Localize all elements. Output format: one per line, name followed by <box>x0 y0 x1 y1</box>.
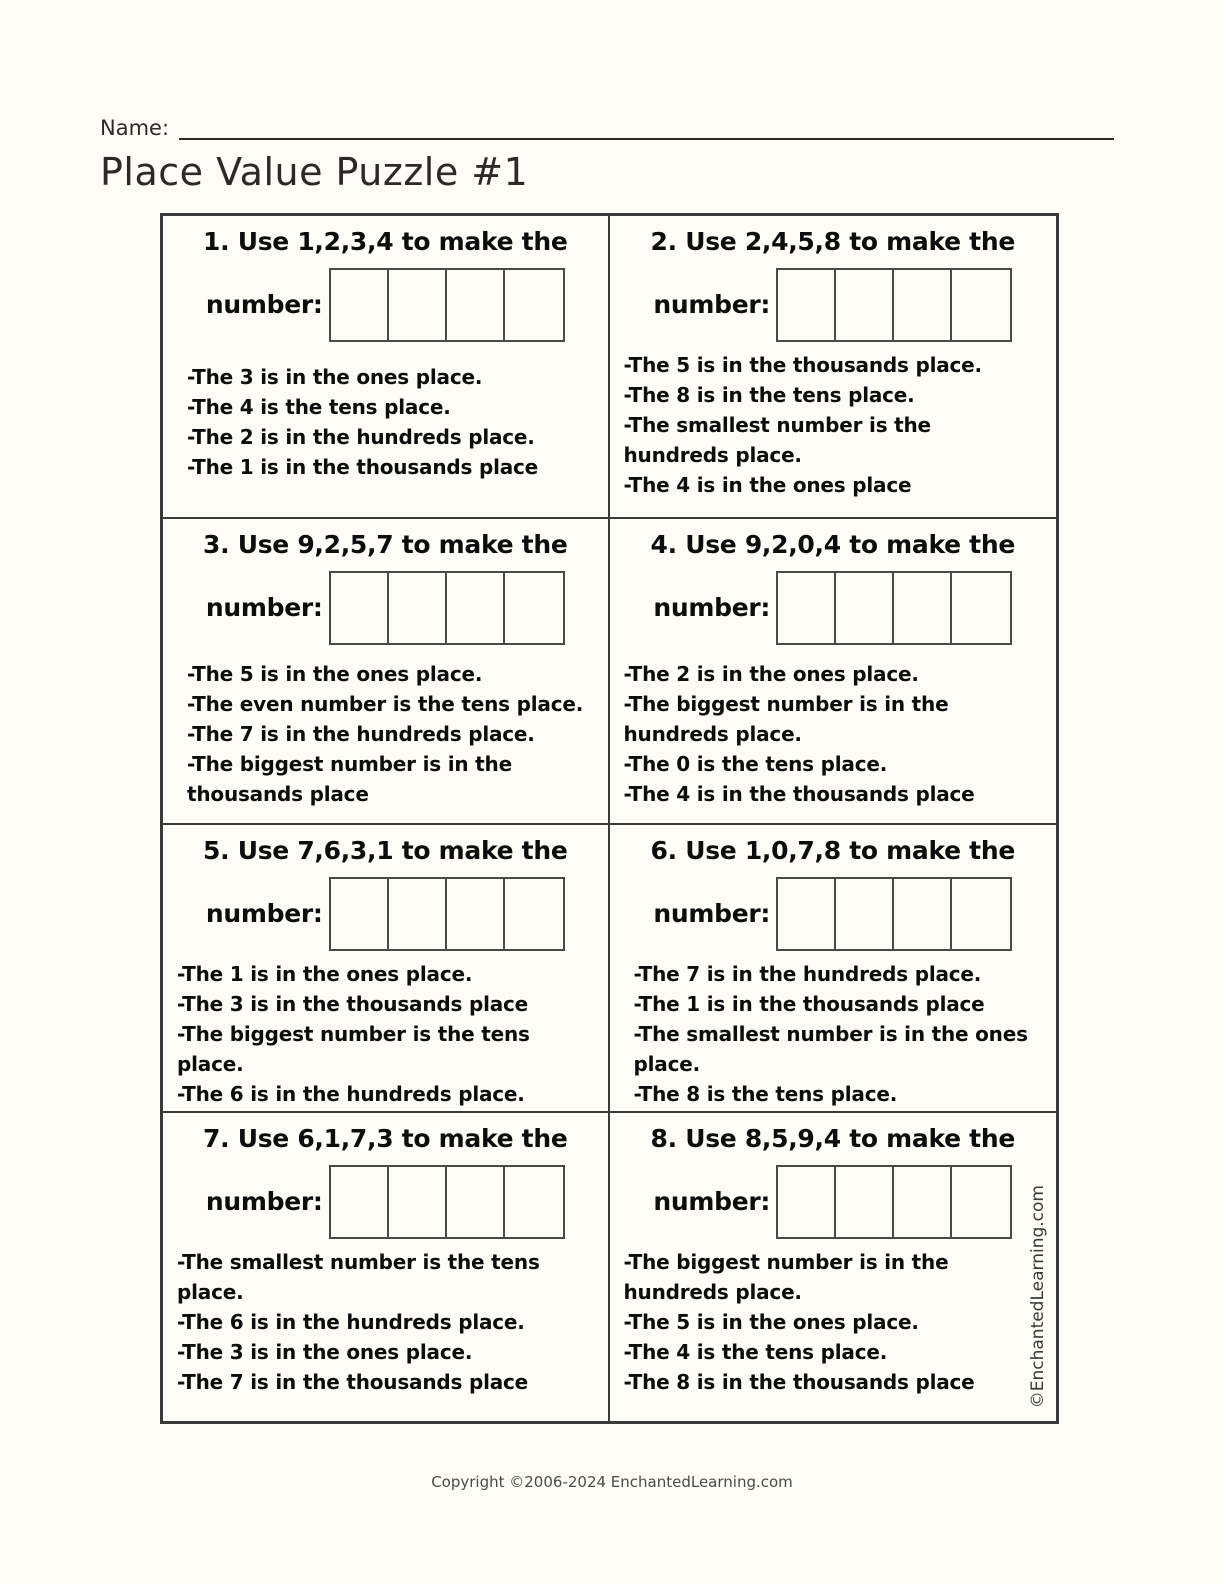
number-label: number: <box>653 593 771 622</box>
answer-boxes <box>776 1165 1012 1239</box>
clue-item: -The 3 is in the thousands place <box>177 992 529 1016</box>
clue-list <box>624 659 1043 809</box>
answer-box-ones[interactable] <box>952 1167 1010 1237</box>
answer-box-hundreds[interactable] <box>836 1167 894 1237</box>
answer-entry-row <box>177 268 594 342</box>
clue-item: -The 4 is the tens place. <box>623 1340 888 1364</box>
puzzle-cell-5 <box>163 825 610 1113</box>
answer-box-ones[interactable] <box>505 270 563 340</box>
puzzle-cell-4 <box>610 519 1057 825</box>
clue-list <box>177 362 594 482</box>
clue-item: -The smallest number is the hundreds place. <box>623 413 931 467</box>
number-label: number: <box>653 290 771 319</box>
answer-box-thousands[interactable] <box>778 270 836 340</box>
answer-box-hundreds[interactable] <box>836 270 894 340</box>
clue-list <box>624 1247 1043 1397</box>
clue-item: -The 2 is in the hundreds place. <box>187 425 535 449</box>
clue-item: -The biggest number is in the hundreds place. <box>623 692 949 746</box>
answer-box-thousands[interactable] <box>331 1167 389 1237</box>
puzzle-cell-6 <box>610 825 1057 1113</box>
page-title: Place Value Puzzle #1 <box>100 150 529 194</box>
answer-box-tens[interactable] <box>447 879 505 949</box>
clue-list <box>624 350 1043 500</box>
answer-entry-row <box>177 1165 594 1239</box>
number-label: number: <box>205 593 323 622</box>
answer-boxes <box>776 877 1012 951</box>
clue-list <box>177 659 594 809</box>
puzzle-prompt: 4. Use 9,2,0,4 to make the <box>650 530 1015 559</box>
clue-item: -The biggest number is the tens place. <box>177 1022 530 1076</box>
answer-box-thousands[interactable] <box>778 1167 836 1237</box>
clue-item: -The 6 is in the hundreds place. <box>177 1082 525 1106</box>
answer-box-tens[interactable] <box>894 573 952 643</box>
puzzle-prompt: 6. Use 1,0,7,8 to make the <box>650 836 1015 865</box>
name-write-in-line[interactable] <box>179 114 1114 140</box>
name-label: Name: <box>100 116 170 140</box>
answer-box-tens[interactable] <box>894 1167 952 1237</box>
puzzle-prompt: 5. Use 7,6,3,1 to make the <box>203 836 568 865</box>
puzzle-prompt: 3. Use 9,2,5,7 to make the <box>203 530 568 559</box>
answer-box-hundreds[interactable] <box>836 879 894 949</box>
side-copyright-watermark: ©EnchantedLearning.com <box>1028 1185 1048 1409</box>
answer-box-tens[interactable] <box>894 879 952 949</box>
puzzle-prompt: 2. Use 2,4,5,8 to make the <box>650 227 1015 256</box>
answer-box-hundreds[interactable] <box>389 270 447 340</box>
puzzle-cell-7 <box>163 1113 610 1421</box>
clue-item: -The 1 is in the thousands place <box>187 455 539 479</box>
clue-item: -The 7 is in the thousands place <box>177 1370 529 1394</box>
answer-box-ones[interactable] <box>952 879 1010 949</box>
clue-item: -The 4 is in the ones place <box>623 473 912 497</box>
clue-list <box>624 959 1043 1109</box>
answer-entry-row <box>177 877 594 951</box>
answer-box-ones[interactable] <box>505 879 563 949</box>
answer-box-thousands[interactable] <box>331 879 389 949</box>
footer-copyright: Copyright ©2006-2024 EnchantedLearning.com <box>431 1473 793 1491</box>
answer-entry-row <box>624 571 1043 645</box>
clue-item: -The smallest number is in the ones place. <box>633 1022 1028 1076</box>
answer-box-tens[interactable] <box>447 1167 505 1237</box>
clue-item: -The 5 is in the thousands place. <box>623 353 982 377</box>
clue-item: -The 5 is in the ones place. <box>623 1310 919 1334</box>
clue-list <box>177 1247 594 1397</box>
clue-item: -The even number is the tens place. <box>187 692 584 716</box>
answer-box-tens[interactable] <box>894 270 952 340</box>
number-label: number: <box>653 1187 771 1216</box>
clue-item: -The 0 is the tens place. <box>623 752 888 776</box>
answer-box-hundreds[interactable] <box>836 573 894 643</box>
clue-item: -The biggest number is in the thousands place <box>187 752 512 806</box>
clue-item: -The 5 is in the ones place. <box>187 662 483 686</box>
answer-box-ones[interactable] <box>505 573 563 643</box>
clue-item: -The 7 is in the hundreds place. <box>187 722 535 746</box>
answer-box-thousands[interactable] <box>778 879 836 949</box>
puzzle-grid <box>160 213 1059 1424</box>
puzzle-prompt: 1. Use 1,2,3,4 to make the <box>203 227 568 256</box>
answer-box-tens[interactable] <box>447 573 505 643</box>
clue-item: -The 2 is in the ones place. <box>623 662 919 686</box>
answer-boxes <box>776 268 1012 342</box>
answer-entry-row <box>177 571 594 645</box>
answer-box-thousands[interactable] <box>331 270 389 340</box>
answer-boxes <box>329 877 565 951</box>
answer-boxes <box>329 1165 565 1239</box>
clue-item: -The 8 is the tens place. <box>633 1082 898 1106</box>
clue-item: -The 8 is in the tens place. <box>623 383 915 407</box>
answer-box-ones[interactable] <box>952 573 1010 643</box>
answer-box-ones[interactable] <box>952 270 1010 340</box>
answer-boxes <box>329 268 565 342</box>
answer-entry-row <box>624 268 1043 342</box>
answer-boxes <box>329 571 565 645</box>
answer-box-hundreds[interactable] <box>389 879 447 949</box>
clue-item: -The 4 is in the thousands place <box>623 782 975 806</box>
clue-item: -The 6 is in the hundreds place. <box>177 1310 525 1334</box>
answer-box-tens[interactable] <box>447 270 505 340</box>
number-label: number: <box>653 899 771 928</box>
clue-item: -The 8 is in the thousands place <box>623 1370 975 1394</box>
clue-item: -The 1 is in the thousands place <box>633 992 985 1016</box>
answer-box-ones[interactable] <box>505 1167 563 1237</box>
puzzle-cell-1 <box>163 216 610 519</box>
clue-list <box>177 959 594 1109</box>
puzzle-prompt: 8. Use 8,5,9,4 to make the <box>650 1124 1015 1153</box>
number-label: number: <box>205 1187 323 1216</box>
answer-entry-row <box>624 1165 1043 1239</box>
answer-boxes <box>776 571 1012 645</box>
answer-box-hundreds[interactable] <box>389 573 447 643</box>
puzzle-cell-8 <box>610 1113 1057 1421</box>
answer-box-thousands[interactable] <box>778 573 836 643</box>
clue-item: -The 4 is the tens place. <box>187 395 451 419</box>
name-field-row <box>100 104 1114 140</box>
clue-item: -The biggest number is in the hundreds place. <box>623 1250 949 1304</box>
clue-item: -The 3 is in the ones place. <box>177 1340 473 1364</box>
puzzle-prompt: 7. Use 6,1,7,3 to make the <box>203 1124 568 1153</box>
answer-box-hundreds[interactable] <box>389 1167 447 1237</box>
number-label: number: <box>205 899 323 928</box>
clue-item: -The 3 is in the ones place. <box>187 365 483 389</box>
answer-entry-row <box>624 877 1043 951</box>
clue-item: -The 7 is in the hundreds place. <box>633 962 982 986</box>
clue-item: -The smallest number is the tens place. <box>177 1250 540 1304</box>
clue-item: -The 1 is in the ones place. <box>177 962 473 986</box>
puzzle-cell-2 <box>610 216 1057 519</box>
number-label: number: <box>205 290 323 319</box>
puzzle-cell-3 <box>163 519 610 825</box>
answer-box-thousands[interactable] <box>331 573 389 643</box>
